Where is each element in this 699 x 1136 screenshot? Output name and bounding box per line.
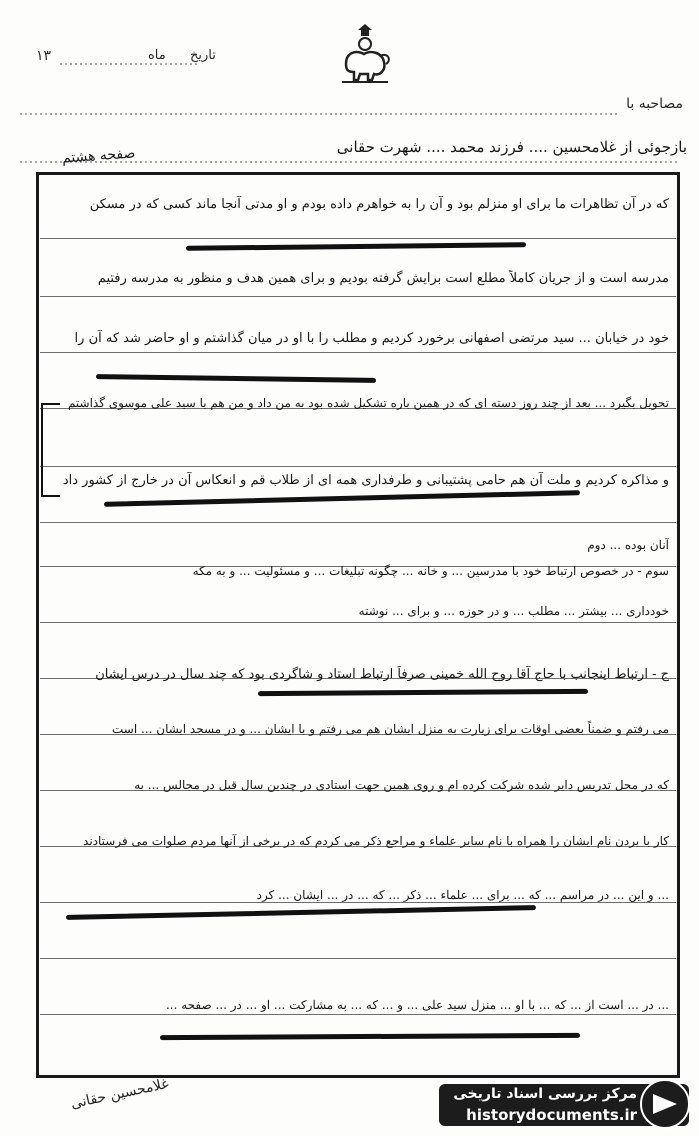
ruled-line: [40, 1014, 676, 1015]
body-line: ... و این ... در مراسم ... که ... برای ... علماء ... ذکر ... که ... در ... ایشان ... کرد: [256, 888, 669, 902]
stamp-url: historydocuments.ir: [466, 1106, 637, 1124]
body-line: که در محل تدریس دایر شده شرکت کرده ام و روی همین جهت استادی در چندین سال قبل در مجالس ... به: [134, 778, 669, 792]
body-line: کار با بردن نام ایشان را همراه با نام سایر علماء و مراجع ذکر می کردم که در برخی از آنها مردم صلوات می فرستادند: [83, 834, 669, 848]
content-frame: [36, 172, 680, 1078]
body-line: و مذاکره کردیم و ملت آن هم حامی پشتیبانی و طرفداری همه ای از طلاب قم و انعکاس آن در خارج از کشور داد: [62, 473, 669, 488]
body-line: که در آن تظاهرات ما برای او منزلم بود و آن را به خواهرم داده بودم و او مدتی آنجا ماند کسی که در مسکن: [89, 197, 669, 212]
page-number-note: صفحه هشتم: [61, 145, 136, 167]
body-line: ج - ارتباط اینجانب با حاج آقا روح الله خمینی صرفاً ارتباط استاد و شاگردی بود که چند سال در درس ایشان: [95, 667, 669, 682]
ruled-line: [40, 958, 676, 959]
body-line: می رفتم و ضمناً بعضی اوقات برای زیارت به منزل ایشان هم می رفتم و با ایشان ... و در مسجد ایشان ... است: [112, 722, 669, 736]
ruled-line: [40, 466, 676, 467]
body-line: خودداری ... بیشتر ... مطلب ... و در حوزه ... و برای ... نوشته: [358, 604, 669, 618]
body-line: خود در خیابان ... سید مرتضی اصفهانی برخورد کردیم و مطلب را با او در میان گذاشتم و او حاضر شد که آن را: [74, 331, 669, 346]
year-value: ۱۳: [36, 48, 52, 64]
stamp-title: مرکز بررسی اسناد تاریخی: [453, 1086, 637, 1102]
date-label: تاریخ: [190, 48, 216, 63]
lion-and-sun-emblem-icon: [336, 24, 394, 86]
ruled-line: [40, 622, 676, 623]
margin-bracket-mark: [36, 400, 66, 500]
ruled-line: [40, 352, 676, 353]
interview-dotted-line: [20, 112, 620, 116]
ruled-line: [40, 238, 676, 239]
body-line: سوم - در خصوص ارتباط خود با مدرسین ... و خانه ... چگونه تبلیغات ... و مسئولیت ... و به مکه: [192, 564, 669, 578]
interview-label: مصاحبه با: [626, 96, 683, 112]
month-label: ماه: [148, 48, 166, 63]
ruled-line: [40, 522, 676, 523]
body-line: آنان بوده ... دوم: [587, 538, 669, 552]
signature: غلامحسین حقانی: [69, 1075, 171, 1113]
body-line: تحویل بگیرد ... بعد از چند روز دسته ای که در همین باره تشکیل شده بود به من داد و من هم با سید علی موسوی گذاشتم: [67, 396, 669, 410]
body-line: مدرسه است و از جریان کاملاً مطلع است برایش گرفته بودیم و برای همین هدف و منظور به مدرسه رفتیم: [97, 271, 669, 286]
date-dotted-line: [60, 62, 200, 66]
archive-stamp: [423, 1074, 693, 1130]
body-line: ... در ... است از ... که ... با او ... منزل سید علی ... و ... که ... به مشارکت ... او ... در ... صفحه ...: [165, 998, 669, 1012]
ruled-line: [40, 296, 676, 297]
interrogation-subject-line: بازجوئی از غلامحسین .... فرزند محمد .... شهرت حقانی: [336, 138, 687, 156]
